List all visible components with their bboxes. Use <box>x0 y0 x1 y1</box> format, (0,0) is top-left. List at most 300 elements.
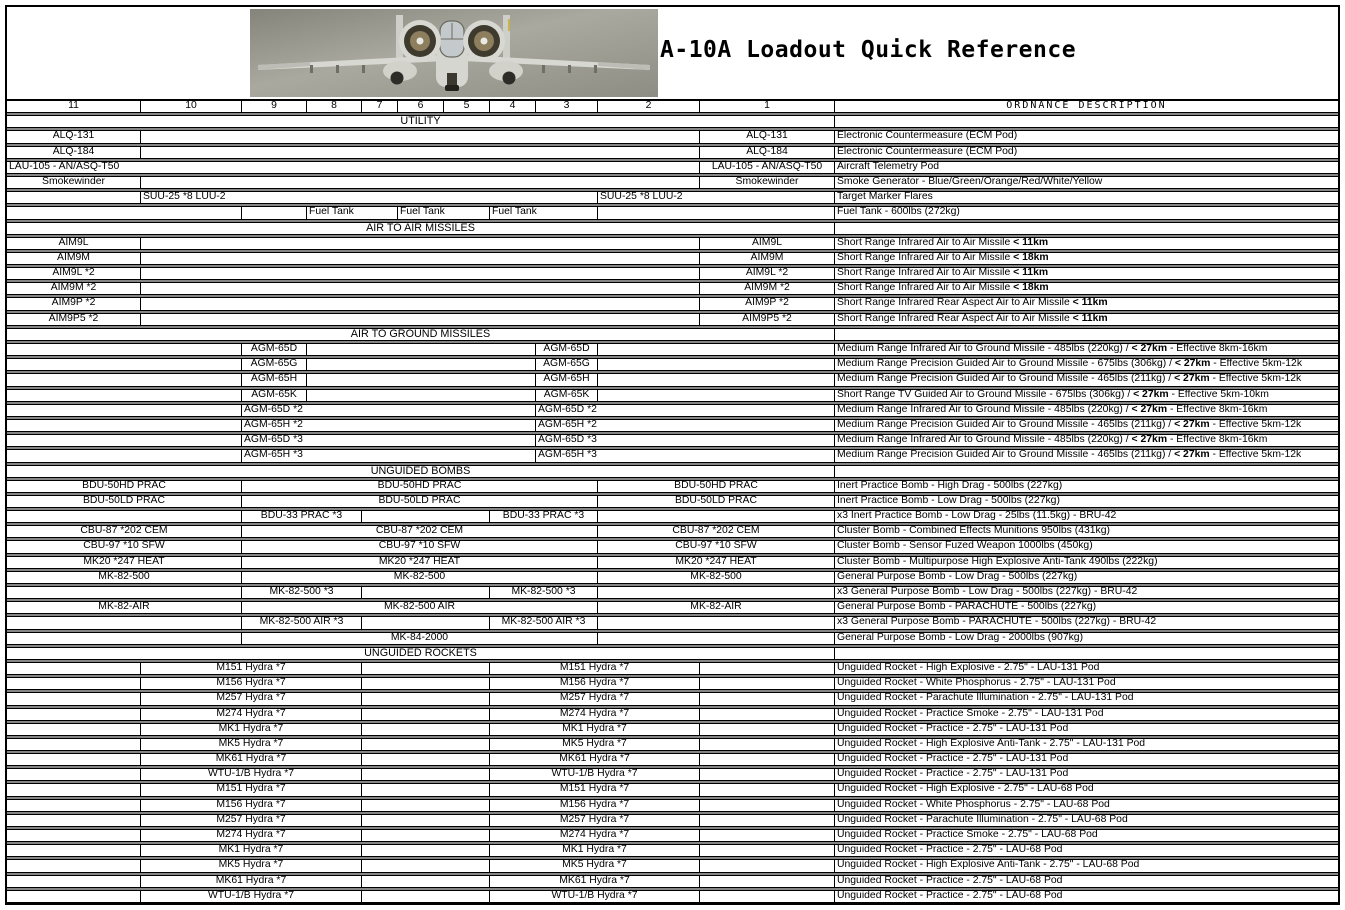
empty-cell <box>307 359 536 370</box>
loadout-cell: AIM9P5 *2 <box>7 314 141 325</box>
loadout-cell: MK-82-500 AIR *3 <box>490 617 598 628</box>
ordnance-description-cell: Short Range Infrared Rear Aspect Air to Air Missile < 11km <box>837 298 1108 309</box>
pylon-column-header: 5 <box>444 101 490 112</box>
loadout-cell: AIM9P *2 <box>7 298 141 309</box>
pylon-column-header: 1 <box>700 101 835 112</box>
section-title: AIR TO GROUND MISSILES <box>7 329 835 340</box>
table-row <box>7 206 1338 219</box>
table-row <box>7 282 1338 295</box>
loadout-cell: BDU-33 PRAC *3 <box>242 511 362 522</box>
table-row <box>7 389 1338 402</box>
loadout-cell: MK20 *247 HEAT <box>598 557 835 568</box>
loadout-cell: MK5 Hydra *7 <box>141 739 362 750</box>
ordnance-description-cell: General Purpose Bomb - Low Drag - 500lbs (227kg) <box>837 571 1078 582</box>
empty-cell <box>598 359 835 370</box>
loadout-cell: AGM-65D <box>242 344 307 355</box>
table-row <box>7 358 1338 371</box>
loadout-cell: WTU-1/B Hydra *7 <box>141 769 362 780</box>
loadout-cell: MK61 Hydra *7 <box>490 754 700 765</box>
loadout-cell: BDU-50LD PRAC <box>7 496 242 507</box>
loadout-cell: AGM-65D *2 <box>242 405 536 416</box>
table-row <box>7 814 1338 827</box>
empty-cell <box>700 724 835 735</box>
empty-cell <box>7 739 141 750</box>
table-row <box>7 525 1338 538</box>
loadout-cell: M257 Hydra *7 <box>490 815 700 826</box>
empty-cell <box>7 709 141 720</box>
loadout-cell: LAU-105 - AN/ASQ-T50 <box>7 162 700 173</box>
aircraft-photo <box>250 9 658 97</box>
loadout-cell: WTU-1/B Hydra *7 <box>490 769 700 780</box>
loadout-cell: CBU-97 *10 SFW <box>598 541 835 552</box>
ordnance-description-cell: Medium Range Infrared Air to Ground Missile - 485lbs (220kg) / < 27km - Effective 8km-16km <box>837 344 1268 354</box>
loadout-cell: Fuel Tank <box>307 207 398 218</box>
table-row <box>7 313 1338 326</box>
empty-cell <box>7 511 242 522</box>
sheet-header <box>7 7 1338 100</box>
empty-cell <box>362 678 490 689</box>
empty-cell <box>7 769 141 780</box>
loadout-cell: AIM9P *2 <box>700 298 835 309</box>
ordnance-description-cell: Unguided Rocket - Practice - 2.75" - LAU-68 Pod <box>837 875 1063 886</box>
empty-cell <box>7 405 242 416</box>
loadout-cell: M156 Hydra *7 <box>490 800 700 811</box>
loadout-cell: AGM-65H *2 <box>536 420 835 431</box>
table-row <box>7 708 1338 721</box>
loadout-cell: AGM-65G <box>536 359 598 370</box>
loadout-reference-sheet <box>5 5 1340 905</box>
loadout-cell: M274 Hydra *7 <box>490 830 700 841</box>
loadout-cell: Fuel Tank <box>398 207 490 218</box>
loadout-cell: BDU-50LD PRAC <box>598 496 835 507</box>
loadout-cell: SUU-25 *8 LUU-2 <box>141 192 598 203</box>
pylon-column-header: 10 <box>141 101 242 112</box>
table-row <box>7 130 1338 143</box>
loadout-table <box>7 100 1338 903</box>
loadout-cell: MK-82-500 <box>598 572 835 583</box>
empty-cell <box>362 693 490 704</box>
empty-cell <box>362 876 490 887</box>
empty-cell <box>700 860 835 871</box>
table-row <box>7 632 1338 645</box>
loadout-cell: SUU-25 *8 LUU-2 <box>598 192 835 203</box>
table-row <box>7 783 1338 796</box>
ordnance-description-cell: Short Range Infrared Air to Air Missile < 18km <box>837 252 1049 263</box>
loadout-cell: MK-82-500 <box>242 572 598 583</box>
ordnance-description-cell: Unguided Rocket - Practice - 2.75" - LAU-68 Pod <box>837 890 1063 901</box>
section-header-row <box>7 222 1338 235</box>
empty-cell <box>7 359 242 370</box>
loadout-cell: MK-82-AIR <box>598 602 835 613</box>
loadout-cell: ALQ-131 <box>700 131 835 142</box>
empty-cell <box>7 876 141 887</box>
loadout-cell: AIM9L <box>7 238 141 249</box>
ordnance-description-cell: Aircraft Telemetry Pod <box>837 161 940 172</box>
ordnance-description-cell: Unguided Rocket - Practice - 2.75" - LAU-68 Pod <box>837 845 1063 856</box>
loadout-cell: MK61 Hydra *7 <box>141 876 362 887</box>
loadout-cell: MK5 Hydra *7 <box>490 739 700 750</box>
empty-cell <box>141 268 700 279</box>
table-row <box>7 176 1338 189</box>
empty-cell <box>598 207 835 218</box>
ordnance-description-cell: General Purpose Bomb - Low Drag - 2000lbs (907kg) <box>837 632 1084 643</box>
ordnance-description-cell: Unguided Rocket - Parachute Illumination - 2.75" - LAU-131 Pod <box>837 693 1134 704</box>
table-row <box>7 890 1338 903</box>
empty-cell <box>362 800 490 811</box>
ordnance-description-cell: Short Range Infrared Air to Air Missile < 11km <box>837 268 1049 279</box>
loadout-cell: MK20 *247 HEAT <box>242 557 598 568</box>
loadout-cell: Fuel Tank <box>490 207 598 218</box>
loadout-cell: AIM9M <box>7 253 141 264</box>
empty-cell <box>7 663 141 674</box>
empty-cell <box>835 466 1338 477</box>
empty-cell <box>141 314 700 325</box>
ordnance-description-cell: Cluster Bomb - Multipurpose High Explosive Anti-Tank 490lbs (222kg) <box>837 556 1158 567</box>
empty-cell <box>700 815 835 826</box>
loadout-cell: BDU-50HD PRAC <box>598 481 835 492</box>
loadout-cell: M156 Hydra *7 <box>490 678 700 689</box>
empty-cell <box>598 374 835 385</box>
ordnance-description-cell: General Purpose Bomb - PARACHUTE - 500lbs (227kg) <box>837 602 1097 613</box>
table-row <box>7 692 1338 705</box>
table-row <box>7 556 1338 569</box>
loadout-cell: M257 Hydra *7 <box>490 693 700 704</box>
empty-cell <box>141 147 700 158</box>
empty-cell <box>835 116 1338 127</box>
table-row <box>7 267 1338 280</box>
table-row <box>7 875 1338 888</box>
loadout-cell: MK-82-500 *3 <box>242 587 362 598</box>
loadout-cell: ALQ-184 <box>700 147 835 158</box>
loadout-cell: M156 Hydra *7 <box>141 800 362 811</box>
empty-cell <box>7 420 242 431</box>
loadout-cell: MK5 Hydra *7 <box>141 860 362 871</box>
section-header-row <box>7 328 1338 341</box>
pylon-column-header: 6 <box>398 101 444 112</box>
loadout-cell: CBU-87 *202 CEM <box>7 526 242 537</box>
loadout-cell: BDU-50HD PRAC <box>7 481 242 492</box>
loadout-cell: M151 Hydra *7 <box>141 784 362 795</box>
loadout-cell: M274 Hydra *7 <box>141 709 362 720</box>
section-title: UTILITY <box>7 116 835 127</box>
loadout-cell: AGM-65D <box>536 344 598 355</box>
empty-cell <box>7 207 242 218</box>
ordnance-description-cell: Smoke Generator - Blue/Green/Orange/Red/White/Yellow <box>837 176 1103 187</box>
loadout-cell: M274 Hydra *7 <box>490 709 700 720</box>
table-row <box>7 859 1338 872</box>
empty-cell <box>700 739 835 750</box>
ordnance-description-cell: Unguided Rocket - High Explosive Anti-Tank - 2.75" - LAU-68 Pod <box>837 860 1140 871</box>
empty-cell <box>598 633 835 644</box>
ordnance-description-cell: Medium Range Precision Guided Air to Ground Missile - 465lbs (211kg) / < 27km - Effective 5km-12k <box>837 450 1302 461</box>
loadout-cell: CBU-87 *202 CEM <box>242 526 598 537</box>
table-row <box>7 495 1338 508</box>
ordnance-description-cell: Unguided Rocket - High Explosive - 2.75" - LAU-68 Pod <box>837 784 1094 795</box>
empty-cell <box>141 283 700 294</box>
loadout-cell: AGM-65K <box>242 390 307 401</box>
empty-cell <box>362 769 490 780</box>
empty-cell <box>141 253 700 264</box>
empty-cell <box>7 754 141 765</box>
table-row <box>7 616 1338 629</box>
empty-cell <box>362 587 490 598</box>
ordnance-description-cell: Medium Range Precision Guided Air to Ground Missile - 465lbs (211kg) / < 27km - Effective 5km-12k <box>837 419 1302 430</box>
table-row <box>7 191 1338 204</box>
section-title: UNGUIDED ROCKETS <box>7 648 835 659</box>
empty-cell <box>700 800 835 811</box>
table-row <box>7 404 1338 417</box>
ordnance-description-cell: x3 General Purpose Bomb - PARACHUTE - 500lbs (227kg) - BRU-42 <box>837 617 1157 628</box>
empty-cell <box>362 754 490 765</box>
empty-cell <box>700 784 835 795</box>
loadout-cell: M151 Hydra *7 <box>141 663 362 674</box>
loadout-cell: BDU-50HD PRAC <box>242 481 598 492</box>
loadout-cell: AGM-65D *2 <box>536 405 835 416</box>
ordnance-description-cell: Short Range Infrared Air to Air Missile < 18km <box>837 283 1049 294</box>
loadout-cell: WTU-1/B Hydra *7 <box>141 891 362 902</box>
loadout-cell: AIM9M <box>700 253 835 264</box>
loadout-cell: AIM9L <box>700 238 835 249</box>
pylon-column-header: 7 <box>362 101 398 112</box>
empty-cell <box>362 709 490 720</box>
empty-cell <box>7 344 242 355</box>
ordnance-description-cell: x3 General Purpose Bomb - Low Drag - 500lbs (227kg) - BRU-42 <box>837 587 1138 597</box>
empty-cell <box>362 739 490 750</box>
ordnance-description-cell: Electronic Countermeasure (ECM Pod) <box>837 131 1018 142</box>
empty-cell <box>7 192 141 203</box>
empty-cell <box>307 390 536 401</box>
table-row <box>7 601 1338 614</box>
loadout-cell: CBU-87 *202 CEM <box>598 526 835 537</box>
loadout-cell: AGM-65H *2 <box>242 420 536 431</box>
empty-cell <box>7 860 141 871</box>
ordnance-description-cell: Unguided Rocket - High Explosive - 2.75" - LAU-131 Pod <box>837 662 1100 673</box>
loadout-cell: AIM9M *2 <box>700 283 835 294</box>
loadout-cell: MK61 Hydra *7 <box>490 876 700 887</box>
section-title: UNGUIDED BOMBS <box>7 466 835 477</box>
ordnance-description-cell: Medium Range Precision Guided Air to Ground Missile - 465lbs (211kg) / < 27km - Effective 5km-12k <box>837 374 1302 385</box>
ordnance-description-cell: Unguided Rocket - High Explosive Anti-Tank - 2.75" - LAU-131 Pod <box>837 738 1146 749</box>
empty-cell <box>700 891 835 902</box>
empty-cell <box>242 207 307 218</box>
empty-cell <box>700 754 835 765</box>
empty-cell <box>7 830 141 841</box>
empty-cell <box>598 390 835 401</box>
empty-cell <box>362 617 490 628</box>
loadout-cell: MK-82-500 AIR <box>242 602 598 613</box>
ordnance-description-cell: Electronic Countermeasure (ECM Pod) <box>837 146 1018 157</box>
table-row <box>7 540 1338 553</box>
table-row <box>7 753 1338 766</box>
loadout-cell: BDU-33 PRAC *3 <box>490 511 598 522</box>
section-header-row <box>7 647 1338 660</box>
loadout-cell: ALQ-184 <box>7 147 141 158</box>
empty-cell <box>598 617 835 628</box>
empty-cell <box>7 891 141 902</box>
empty-cell <box>7 450 242 461</box>
table-row <box>7 723 1338 736</box>
page-title: A-10A Loadout Quick Reference <box>660 37 1077 63</box>
empty-cell <box>598 587 835 598</box>
loadout-cell: M151 Hydra *7 <box>490 663 700 674</box>
ordnance-description-cell: Short Range TV Guided Air to Ground Missile - 675lbs (306kg) / < 27km - Effective 5km-10km <box>837 389 1269 400</box>
ordnance-description-cell: Fuel Tank - 600lbs (272kg) <box>837 207 960 218</box>
empty-cell <box>362 511 490 522</box>
empty-cell <box>7 815 141 826</box>
empty-cell <box>7 435 242 446</box>
ordnance-description-cell: Unguided Rocket - Practice - 2.75" - LAU-131 Pod <box>837 769 1069 780</box>
empty-cell <box>700 709 835 720</box>
table-row <box>7 768 1338 781</box>
table-row <box>7 146 1338 159</box>
empty-cell <box>700 830 835 841</box>
ordnance-description-cell: Cluster Bomb - Sensor Fuzed Weapon 1000lbs (450kg) <box>837 541 1093 552</box>
empty-cell <box>141 238 700 249</box>
pylon-column-header: 4 <box>490 101 536 112</box>
loadout-cell: AGM-65H *3 <box>242 450 536 461</box>
empty-cell <box>7 800 141 811</box>
loadout-cell: M274 Hydra *7 <box>141 830 362 841</box>
loadout-cell: AGM-65D *3 <box>242 435 536 446</box>
section-header-row <box>7 115 1338 128</box>
ordnance-description-cell: Medium Range Infrared Air to Ground Missile - 485lbs (220kg) / < 27km - Effective 8km-16km <box>837 435 1268 446</box>
empty-cell <box>700 769 835 780</box>
empty-cell <box>7 678 141 689</box>
ordnance-description-header: ORDNANCE DESCRIPTION <box>1006 101 1167 111</box>
empty-cell <box>307 374 536 385</box>
loadout-cell: CBU-97 *10 SFW <box>7 541 242 552</box>
table-row <box>7 434 1338 447</box>
loadout-cell: CBU-97 *10 SFW <box>242 541 598 552</box>
empty-cell <box>141 177 700 188</box>
table-row <box>7 343 1338 356</box>
loadout-cell: MK1 Hydra *7 <box>490 845 700 856</box>
table-row <box>7 571 1338 584</box>
empty-cell <box>700 663 835 674</box>
ordnance-description-cell: Medium Range Precision Guided Air to Ground Missile - 675lbs (306kg) / < 27km - Effective 5km-12k <box>837 359 1303 370</box>
loadout-cell: MK1 Hydra *7 <box>141 724 362 735</box>
table-row <box>7 373 1338 386</box>
ordnance-description-cell: Target Marker Flares <box>837 192 933 203</box>
loadout-cell: MK61 Hydra *7 <box>141 754 362 765</box>
empty-cell <box>835 648 1338 659</box>
table-row <box>7 799 1338 812</box>
empty-cell <box>362 724 490 735</box>
empty-cell <box>362 815 490 826</box>
loadout-cell: MK-82-500 <box>7 572 242 583</box>
ordnance-description-cell: Unguided Rocket - Practice Smoke - 2.75" - LAU-68 Pod <box>837 830 1098 840</box>
ordnance-description-cell: Unguided Rocket - White Phosphorus - 2.75" - LAU-131 Pod <box>837 678 1116 689</box>
loadout-cell: AGM-65K <box>536 390 598 401</box>
empty-cell <box>598 344 835 355</box>
empty-cell <box>362 830 490 841</box>
ordnance-description-cell: Short Range Infrared Air to Air Missile < 11km <box>837 237 1049 248</box>
loadout-cell: Smokewinder <box>7 177 141 188</box>
ordnance-description-cell: Inert Practice Bomb - Low Drag - 500lbs (227kg) <box>837 495 1060 506</box>
loadout-cell: ALQ-131 <box>7 131 141 142</box>
ordnance-description-cell: Unguided Rocket - Practice - 2.75" - LAU-131 Pod <box>837 723 1069 734</box>
loadout-cell: M257 Hydra *7 <box>141 693 362 704</box>
empty-cell <box>362 891 490 902</box>
loadout-cell: AIM9L *2 <box>700 268 835 279</box>
ordnance-description-cell: Unguided Rocket - White Phosphorus - 2.75" - LAU-68 Pod <box>837 799 1110 810</box>
table-row <box>7 662 1338 675</box>
empty-cell <box>598 511 835 522</box>
empty-cell <box>700 845 835 856</box>
ordnance-description-cell: Unguided Rocket - Practice - 2.75" - LAU-131 Pod <box>837 754 1069 765</box>
loadout-cell: MK-82-500 *3 <box>490 587 598 598</box>
loadout-cell: MK20 *247 HEAT <box>7 557 242 568</box>
pylon-column-header: 2 <box>598 101 700 112</box>
loadout-cell: M257 Hydra *7 <box>141 815 362 826</box>
table-row <box>7 510 1338 523</box>
empty-cell <box>7 784 141 795</box>
table-row <box>7 480 1338 493</box>
table-row <box>7 586 1338 599</box>
loadout-cell: MK-84-2000 <box>242 633 598 644</box>
loadout-cell: MK-82-500 AIR *3 <box>242 617 362 628</box>
empty-cell <box>7 845 141 856</box>
empty-cell <box>141 131 700 142</box>
empty-cell <box>362 860 490 871</box>
table-row <box>7 829 1338 842</box>
loadout-cell: AGM-65H <box>536 374 598 385</box>
loadout-cell: AGM-65H *3 <box>536 450 835 461</box>
loadout-cell: AIM9P5 *2 <box>700 314 835 325</box>
empty-cell <box>7 390 242 401</box>
loadout-cell: AGM-65H <box>242 374 307 385</box>
loadout-cell: AIM9M *2 <box>7 283 141 294</box>
ordnance-description-cell: Unguided Rocket - Parachute Illumination - 2.75" - LAU-68 Pod <box>837 814 1128 825</box>
table-row <box>7 237 1338 250</box>
pylon-column-header: 11 <box>7 101 141 112</box>
loadout-cell: WTU-1/B Hydra *7 <box>490 891 700 902</box>
ordnance-description-cell: Cluster Bomb - Combined Effects Munitions 950lbs (431kg) <box>837 526 1110 537</box>
table-row <box>7 419 1338 432</box>
empty-cell <box>7 693 141 704</box>
table-row <box>7 161 1338 174</box>
pylon-column-header: 8 <box>307 101 362 112</box>
table-row <box>7 297 1338 310</box>
loadout-cell: AGM-65D *3 <box>536 435 835 446</box>
empty-cell <box>700 876 835 887</box>
loadout-cell: MK1 Hydra *7 <box>141 845 362 856</box>
ordnance-description-cell: x3 Inert Practice Bomb - Low Drag - 25lbs (11.5kg) - BRU-42 <box>837 511 1117 522</box>
empty-cell <box>362 845 490 856</box>
loadout-cell: AGM-65G <box>242 359 307 370</box>
ordnance-description-cell: Inert Practice Bomb - High Drag - 500lbs (227kg) <box>837 480 1063 491</box>
empty-cell <box>835 329 1338 340</box>
loadout-cell: MK1 Hydra *7 <box>490 724 700 735</box>
pylon-column-header: 3 <box>536 101 598 112</box>
section-title: AIR TO AIR MISSILES <box>7 223 835 234</box>
ordnance-description-cell: Unguided Rocket - Practice Smoke - 2.75" - LAU-131 Pod <box>837 708 1104 719</box>
table-row <box>7 738 1338 751</box>
loadout-cell: LAU-105 - AN/ASQ-T50 <box>700 162 835 173</box>
table-row <box>7 844 1338 857</box>
empty-cell <box>7 633 242 644</box>
empty-cell <box>700 693 835 704</box>
loadout-cell: MK-82-AIR <box>7 602 242 613</box>
empty-cell <box>307 344 536 355</box>
empty-cell <box>362 663 490 674</box>
loadout-cell: MK5 Hydra *7 <box>490 860 700 871</box>
empty-cell <box>362 784 490 795</box>
table-row <box>7 677 1338 690</box>
empty-cell <box>7 374 242 385</box>
loadout-cell: M156 Hydra *7 <box>141 678 362 689</box>
loadout-cell: M151 Hydra *7 <box>490 784 700 795</box>
